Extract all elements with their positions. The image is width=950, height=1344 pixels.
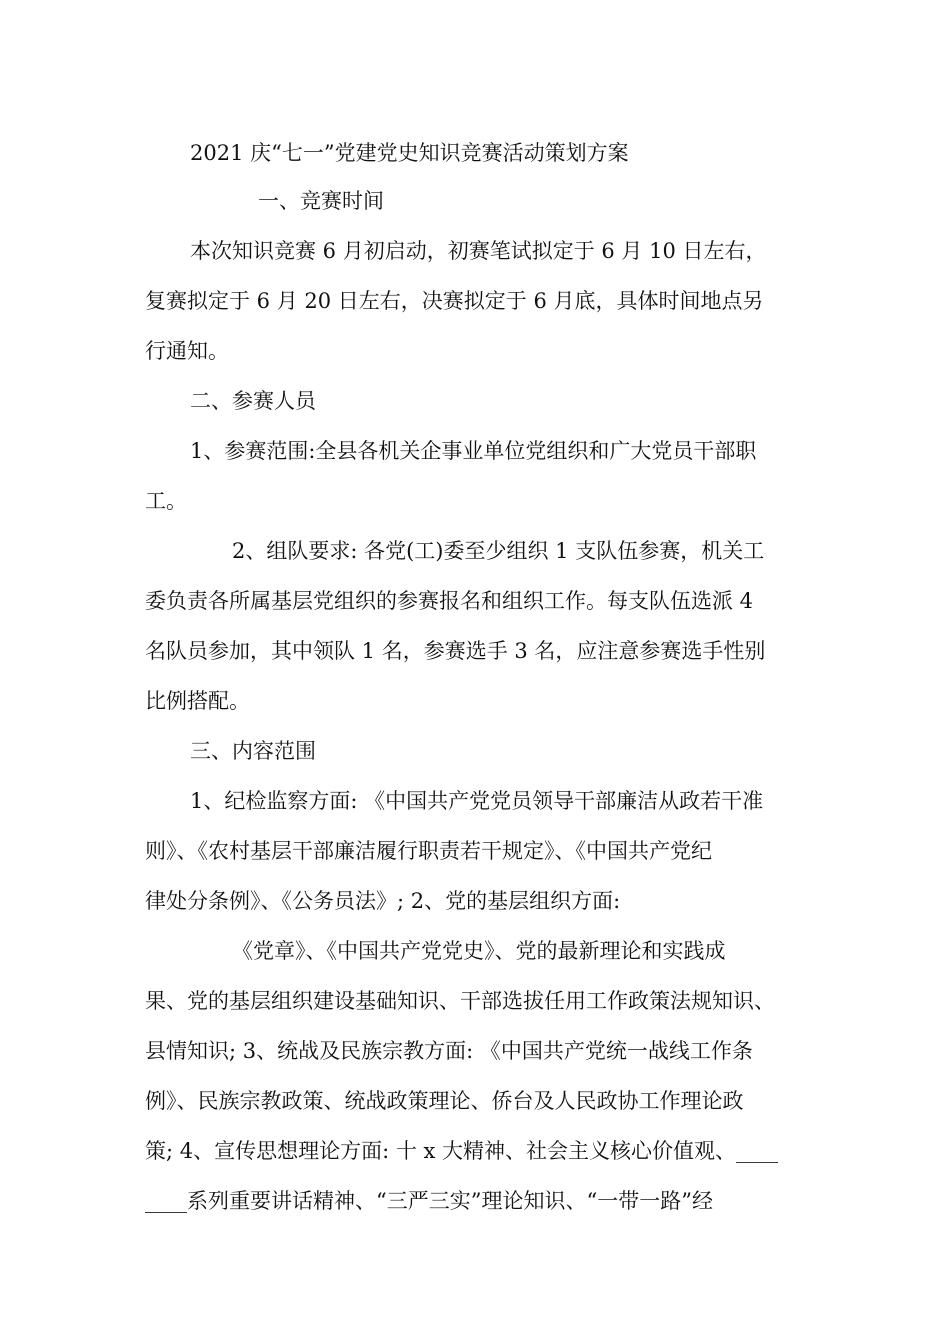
paragraph-line: 名队员参加，其中领队 1 名，参赛选手 3 名，应注意参赛选手性别: [145, 639, 766, 663]
paragraph-line: 行通知。: [145, 339, 229, 363]
paragraph-line: 本次知识竞赛 6 月初启动，初赛笔试拟定于 6 月 10 日左右，: [190, 239, 767, 263]
paragraph-line: 例》、民族宗教政策、统战政策理论、侨台及人民政协工作理论政: [145, 1089, 744, 1113]
paragraph-line: 1、参赛范围:全县各机关企事业单位党组织和广大党员干部职: [190, 439, 757, 463]
paragraph-line: 县情知识; 3、统战及民族宗教方面: 《中国共产党统一战线工作条: [145, 1039, 753, 1063]
paragraph-line: 2、组队要求: 各党(工)委至少组织 1 支队伍参赛，机关工: [232, 539, 765, 563]
section-heading-competition-time: 一、竞赛时间: [258, 189, 384, 213]
paragraph-line: ____系列重要讲话精神、“三严三实”理论知识、“一带一路”经: [145, 1189, 713, 1213]
paragraph-line: 果、党的基层组织建设基础知识、干部选拔任用工作政策法规知识、: [145, 989, 775, 1013]
paragraph-line: 则》、《农村基层干部廉洁履行职责若干规定》、《中国共产党纪: [145, 839, 712, 863]
paragraph-line: 委负责各所属基层党组织的参赛报名和组织工作。每支队伍选派 4: [145, 589, 754, 613]
paragraph-line: 比例搭配。: [145, 689, 250, 713]
document-title: 2021 庆“七一”党建党史知识竞赛活动策划方案: [190, 141, 629, 165]
paragraph-line: 工。: [145, 489, 187, 513]
paragraph-line: 策; 4、宣传思想理论方面: 十 x 大精神、社会主义核心价值观、____: [145, 1139, 779, 1163]
paragraph-line: 律处分条例》、《公务员法》; 2、党的基层组织方面:: [145, 889, 621, 913]
paragraph-line: 1、纪检监察方面: 《中国共产党党员领导干部廉洁从政若干准: [190, 789, 764, 813]
section-heading-participants: 二、参赛人员: [190, 389, 316, 413]
section-heading-content-scope: 三、内容范围: [190, 739, 316, 763]
paragraph-line: 《党章》、《中国共产党党史》、党的最新理论和实践成: [232, 939, 726, 963]
paragraph-line: 复赛拟定于 6 月 20 日左右，决赛拟定于 6 月底，具体时间地点另: [145, 289, 764, 313]
